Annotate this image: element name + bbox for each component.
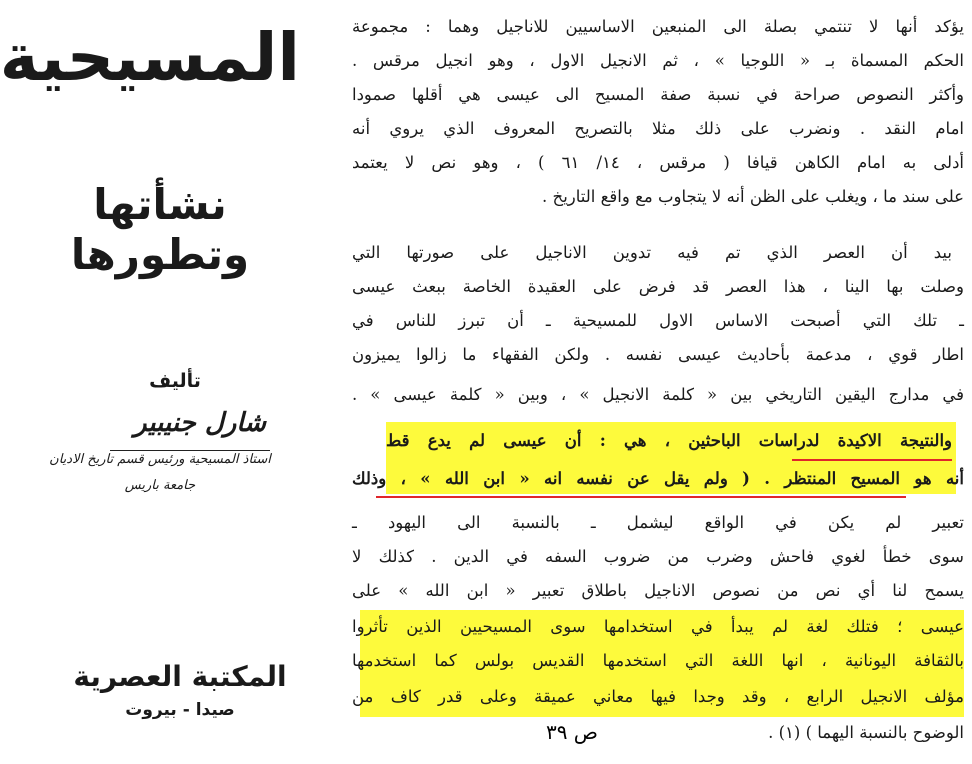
document-page <box>352 0 964 764</box>
text-line: امام النقد . ونضرب على ذلك مثلا بالتصريح المعروف الذي يروي أنه <box>352 119 964 138</box>
text-line: وأكثر النصوص صراحة في نسبة صفة المسيح الى عيسى هي أقلها صمودا <box>352 85 964 104</box>
text-line: على سند ما ، ويغلب على الظن أنه لا يتجاوب مع واقع التاريخ . <box>542 187 964 206</box>
book-title: المسيحية <box>0 19 300 96</box>
text-line: سوى خطأ لغوي فاحش وضرب من ضروب السفه في الدين . كذلك لا <box>352 547 964 566</box>
text-line: الحكم المسماة بـ « اللوجيا » ، ثم الانجيل الاول ، وهو انجيل مرقس . <box>352 51 964 70</box>
text-line-highlighted: عيسى ؛ فتلك لغة لم يبدأ في استخدامها سوى المسيحيين الذين تأثروا <box>352 617 964 636</box>
text-line-highlighted: أنه هو المسيح المنتظر . ( ولم يقل عن نفسه انه « ابن الله » ، وذلك <box>352 469 964 488</box>
author-role-line2: جامعة باريس <box>124 478 196 493</box>
text-line: أدلى به امام الكاهن قيافا ( مرقس ، ١٤/ ٦١ ) ، وهو نص لا يعتمد <box>352 153 964 172</box>
publisher-city: صيدا - بيروت <box>125 700 235 720</box>
text-line-highlighted: والنتيجة الاكيدة لدراسات الباحثين ، هي : أن عيسى لم يدع قط <box>386 431 952 450</box>
underline-mark-2 <box>376 496 906 498</box>
author-name: شارل جنيبير <box>133 408 266 438</box>
text-line: في مدارج اليقين التاريخي بين « كلمة الانجيل » ، وبين « كلمة عيسى » . <box>352 385 964 404</box>
text-line: اطار قوي ، مدعمة بأحاديث عيسى نفسه . ولكن الفقهاء ما زالوا يميزون <box>352 345 964 364</box>
author-role-line1: استاذ المسيحية ورئيس قسم تاريخ الاديان <box>49 452 271 467</box>
author-prefix: تأليف <box>149 370 201 392</box>
text-line: يسمح لنا أي نص من نصوص الاناجيل باطلاق تعبير « ابن الله » على <box>352 581 964 600</box>
text-line: تعبير لم يكن في الواقع ليشمل ـ بالنسبة الى اليهود ـ <box>352 513 964 532</box>
text-line: الوضوح بالنسبة اليهما ) (١) . <box>768 723 964 742</box>
text-line: بيد أن العصر الذي تم فيه تدوين الاناجيل على صورتها التي <box>352 243 952 262</box>
text-line-highlighted: بالثقافة اليونانية ، انها اللغة التي استخدمها القديس بولس كما استخدمها <box>352 651 964 670</box>
underline-mark-1 <box>792 459 952 461</box>
author-divider <box>110 450 270 451</box>
text-line-highlighted: مؤلف الانجيل الرابع ، وقد وجدا فيها معاني عميقة وعلى قدر كاف من <box>352 687 964 706</box>
text-line: يؤكد أنها لا تنتمي بصلة الى المنبعين الاساسيين للاناجيل وهما : مجموعة <box>352 17 964 36</box>
publisher-name: المكتبة العصرية <box>73 660 287 693</box>
book-subtitle: نشأتها وتطورها <box>70 180 250 280</box>
book-cover <box>0 0 320 764</box>
text-line: وصلت بها الينا ، هذا العصر قد فرض على العقيدة الخاصة ببعث عيسى <box>352 277 964 296</box>
text-line: ـ تلك التي أصبحت الاساس الاول للمسيحية ـ أن تبرز للناس في <box>352 311 964 330</box>
page-reference: ص ٣٩ <box>545 720 598 744</box>
